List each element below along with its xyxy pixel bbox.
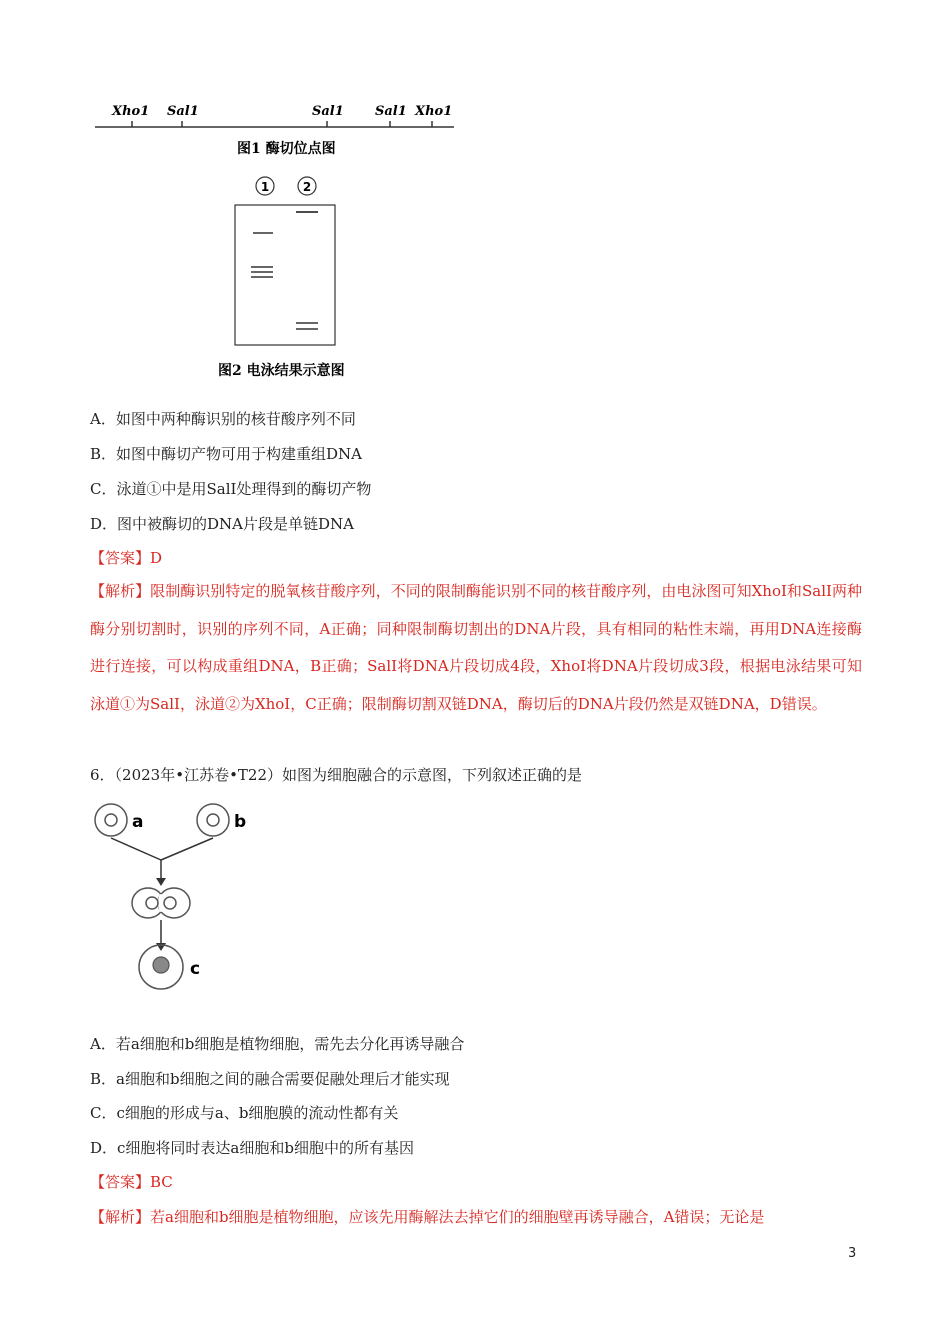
q6-option-c: C．c细胞的形成与a、b细胞膜的流动性都有关 xyxy=(90,1104,399,1122)
q6-stem: 6．（2023年•江苏卷•T22）如图为细胞融合的示意图，下列叙述正确的是 xyxy=(90,766,583,784)
q5-answer: 【答案】D xyxy=(90,549,163,567)
q6-analysis xyxy=(90,1207,764,1227)
site-xho-left: Xho1 xyxy=(112,104,150,119)
q5-option-a: A．如图中两种酶识别的核苷酸序列不同 xyxy=(90,410,356,428)
q5-analysis xyxy=(90,573,862,723)
restriction-site-map xyxy=(90,95,460,165)
svg-text:1: 1 xyxy=(260,180,270,194)
site-xho-right: Xho1 xyxy=(415,104,453,119)
q6-answer: 【答案】BC xyxy=(90,1173,173,1191)
site-sal-1: Sal1 xyxy=(167,104,199,119)
site-sal-2: Sal1 xyxy=(312,104,344,119)
q5-option-c: C．泳道①中是用SalI处理得到的酶切产物 xyxy=(90,480,372,498)
q6-option-a: A．若a细胞和b细胞是植物细胞，需先去分化再诱导融合 xyxy=(90,1035,465,1053)
q6-option-d: D．c细胞将同时表达a细胞和b细胞中的所有基因 xyxy=(90,1139,414,1157)
q5-analysis-text: 限制酶识别特定的脱氧核苷酸序列，不同的限制酶能识别不同的核苷酸序列，由电泳图可知XhoI和SalI两种酶分别切割时，识别的序列不同，A正确；同种限制酶切割出的DNA片段，具有相同的粘性末端，再用DNA连接酶进行连接，可以构成重组DNA，B正确；SalI将DNA片段切成4段，XhoI将DNA片段切成3段，根据电泳结果可知泳道①为SalI，泳道②为XhoI，C正确；限制酶切割双链DNA，酶切后的DNA片段仍然是双链DNA，D错误。 xyxy=(90,582,862,713)
label-a: a xyxy=(132,812,144,832)
q5-option-b: B．如图中酶切产物可用于构建重组DNA xyxy=(90,445,363,463)
q6-analysis-label: 【解析】 xyxy=(90,1208,151,1226)
cell-fusion-diagram xyxy=(90,800,260,1000)
q5-analysis-label: 【解析】 xyxy=(90,582,151,600)
q5-option-d: D．图中被酶切的DNA片段是单链DNA xyxy=(90,515,354,533)
label-b: b xyxy=(234,812,247,832)
q6-option-b: B．a细胞和b细胞之间的融合需要促融处理后才能实现 xyxy=(90,1070,450,1088)
svg-text:2: 2 xyxy=(302,180,312,194)
label-c: c xyxy=(190,959,201,979)
site-sal-3: Sal1 xyxy=(375,104,407,119)
q6-analysis-text: 若a细胞和b细胞是植物细胞，应该先用酶解法去掉它们的细胞壁再诱导融合，A错误；无论是 xyxy=(150,1208,765,1226)
electrophoresis-gel xyxy=(210,172,380,384)
figure2-caption: 图2 电泳结果示意图 xyxy=(218,363,345,379)
figure1-caption: 图1 酶切位点图 xyxy=(237,141,336,157)
page-number: 3 xyxy=(848,1246,857,1261)
